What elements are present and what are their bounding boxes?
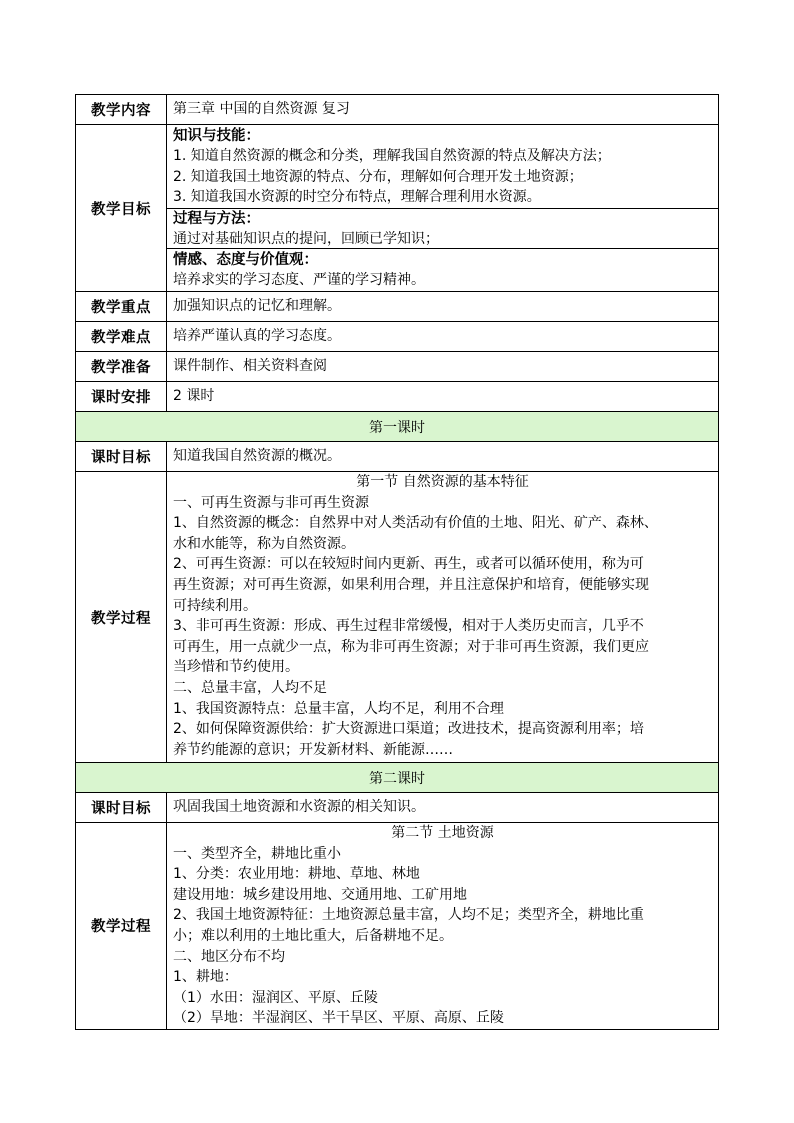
lesson1-line: 2、可再生资源：可以在较短时间内更新、再生，或者可以循环使用，称为可 bbox=[173, 556, 644, 573]
lesson1-line: 1、自然资源的概念：自然界中对人类活动有价值的土地、阳光、矿产、森林、 bbox=[173, 515, 658, 532]
knowledge-line: 2. 知道我国土地资源的特点、分布，理解如何合理开发土地资源； bbox=[173, 168, 583, 185]
label-lesson1-process: 教学过程 bbox=[76, 472, 167, 763]
lesson2-process-cell bbox=[167, 823, 719, 1030]
row-schedule bbox=[76, 382, 719, 412]
lesson2-header: 第二课时 bbox=[76, 763, 719, 793]
row-lesson1-goal bbox=[76, 442, 719, 472]
lesson1-line: 再生资源；对可再生资源，如果利用合理，并且注意保护和培育，便能够实现 bbox=[173, 576, 649, 593]
row-lesson1-process bbox=[76, 472, 719, 763]
label-lesson1-goal: 课时目标 bbox=[76, 442, 167, 472]
value-preparation: 课件制作、相关资料查阅 bbox=[167, 352, 719, 382]
lesson2-line: 建设用地：城乡建设用地、交通用地、工矿用地 bbox=[173, 886, 467, 903]
row-key-point bbox=[76, 292, 719, 322]
label-preparation: 教学准备 bbox=[76, 352, 167, 382]
row-lesson2-process bbox=[76, 823, 719, 1030]
row-lesson2-header bbox=[76, 763, 719, 793]
knowledge-line: 1. 知道自然资源的概念和分类，理解我国自然资源的特点及解决方法； bbox=[173, 148, 611, 164]
lesson1-line: 3、非可再生资源：形成、再生过程非常缓慢，相对于人类历史而言，几乎不 bbox=[173, 618, 644, 635]
label-difficulty: 教学难点 bbox=[76, 322, 167, 352]
row-content bbox=[76, 95, 719, 125]
goals-process-block bbox=[167, 208, 718, 248]
lesson2-line: 1、耕地： bbox=[173, 969, 238, 986]
lesson2-line: 2、我国土地资源特征：土地资源总量丰富，人均不足；类型齐全，耕地比重 bbox=[173, 907, 644, 924]
lesson1-line: 养节约能源的意识；开发新材料、新能源…… bbox=[173, 741, 453, 758]
lesson2-line: 小；难以利用的土地比重大，后备耕地不足。 bbox=[173, 927, 453, 944]
process-line: 通过对基础知识点的提问，回顾已学知识； bbox=[173, 231, 439, 247]
label-lesson2-process: 教学过程 bbox=[76, 823, 167, 1030]
lesson2-line: 一、类型齐全，耕地比重小 bbox=[173, 845, 341, 862]
value-difficulty: 培养严谨认真的学习态度。 bbox=[167, 322, 719, 352]
label-schedule: 课时安排 bbox=[76, 382, 167, 412]
lesson1-line: 可再生，用一点就少一点，称为非可再生资源；对于非可再生资源，我们更应 bbox=[173, 638, 649, 655]
lesson2-section-title: 第二节 土地资源 bbox=[391, 825, 494, 841]
row-goals bbox=[76, 125, 719, 292]
lesson-plan-table bbox=[75, 94, 719, 1030]
label-goals: 教学目标 bbox=[76, 125, 167, 292]
lesson1-line: 1、我国资源特点：总量丰富，人均不足，利用不合理 bbox=[173, 700, 504, 717]
knowledge-line: 3. 知道我国水资源的时空分布特点，理解合理利用水资源。 bbox=[173, 189, 541, 206]
value-schedule: 2 课时 bbox=[167, 382, 719, 412]
lesson2-line: 1、分类：农业用地：耕地、草地、林地 bbox=[173, 866, 420, 883]
label-key-point: 教学重点 bbox=[76, 292, 167, 322]
value-lesson1-goal: 知道我国自然资源的概况。 bbox=[167, 442, 719, 472]
emotion-line: 培养求实的学习态度、严谨的学习精神。 bbox=[173, 272, 425, 288]
lesson1-line: 可持续利用。 bbox=[173, 597, 257, 614]
lesson2-line: （2）旱地：半湿润区、半干旱区、平原、高原、丘陵 bbox=[173, 1010, 504, 1027]
goals-knowledge-block bbox=[167, 125, 718, 208]
lesson1-line: 一、可再生资源与非可再生资源 bbox=[173, 494, 369, 511]
value-lesson2-goal: 巩固我国土地资源和水资源的相关知识。 bbox=[167, 793, 719, 823]
lesson1-header: 第一课时 bbox=[76, 412, 719, 442]
lesson1-line: 二、总量丰富，人均不足 bbox=[173, 679, 327, 696]
process-heading: 过程与方法： bbox=[173, 211, 260, 227]
label-lesson2-goal: 课时目标 bbox=[76, 793, 167, 823]
value-key-point: 加强知识点的记忆和理解。 bbox=[167, 292, 719, 322]
lesson2-line: （1）水田：湿润区、平原、丘陵 bbox=[173, 989, 378, 1006]
row-lesson2-goal bbox=[76, 793, 719, 823]
lesson2-line: 二、地区分布不均 bbox=[173, 948, 285, 965]
goals-cell bbox=[167, 125, 719, 292]
label-content: 教学内容 bbox=[76, 95, 167, 125]
goals-emotion-block bbox=[167, 248, 718, 291]
knowledge-heading: 知识与技能： bbox=[173, 128, 260, 144]
lesson1-process-cell bbox=[167, 472, 719, 763]
lesson1-line: 2、如何保障资源供给：扩大资源进口渠道；改进技术，提高资源利用率；培 bbox=[173, 721, 644, 738]
lesson1-section-title: 第一节 自然资源的基本特征 bbox=[356, 474, 529, 490]
lesson1-line: 水和水能等，称为自然资源。 bbox=[173, 535, 355, 552]
value-content: 第三章 中国的自然资源 复习 bbox=[167, 95, 719, 125]
row-preparation bbox=[76, 352, 719, 382]
emotion-heading: 情感、态度与价值观： bbox=[173, 252, 318, 268]
row-lesson1-header bbox=[76, 412, 719, 442]
lesson1-line: 当珍惜和节约使用。 bbox=[173, 659, 299, 676]
row-difficulty bbox=[76, 322, 719, 352]
